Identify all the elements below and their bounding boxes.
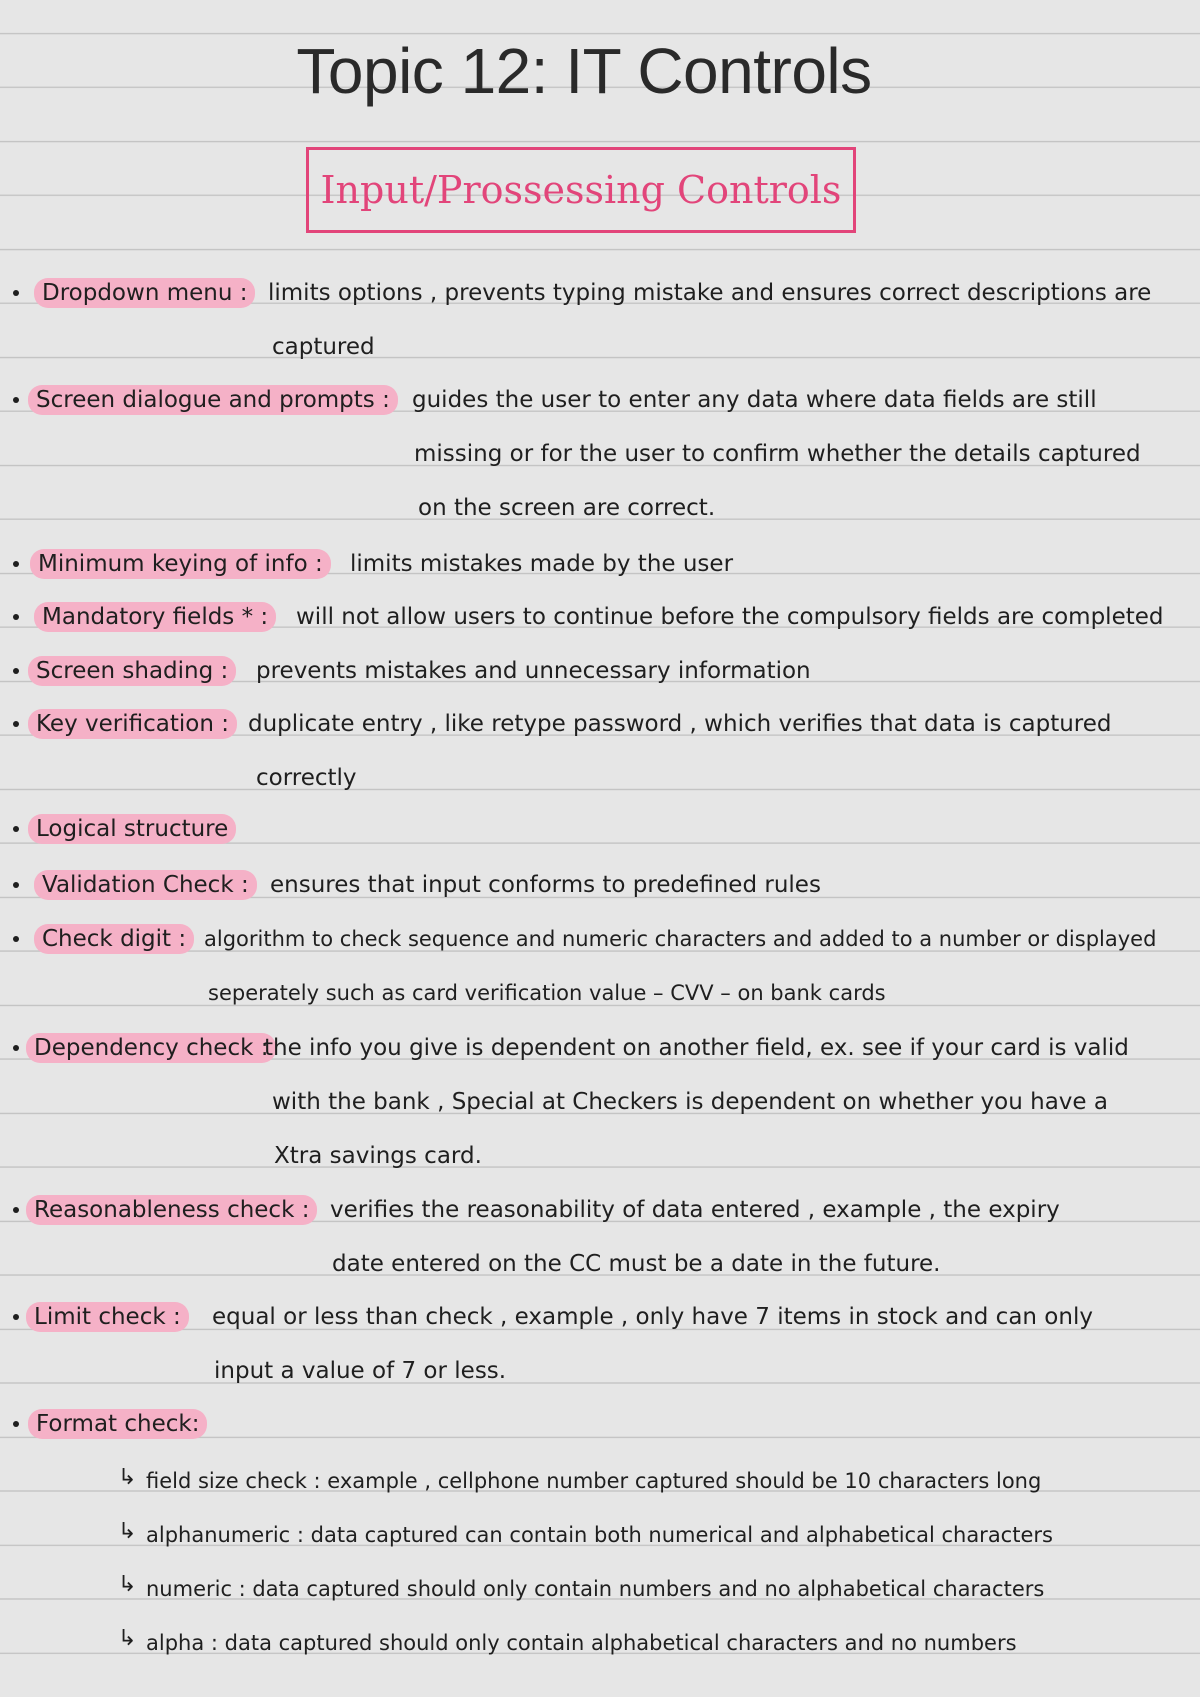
bullet-icon [13, 1045, 19, 1051]
desc-line: will not allow users to continue before the compulsory fields are completed [296, 604, 1164, 630]
desc-line: equal or less than check , example , only have 7 items in stock and can only [212, 1304, 1093, 1330]
bullet-icon [13, 936, 19, 942]
desc-line: duplicate entry , like retype password , which verifies that data is captured [248, 711, 1112, 737]
term-logical-structure: Logical structure [28, 814, 236, 844]
list-item-minimum-keying [0, 549, 1200, 581]
page-title: Topic 12: IT Controls [296, 35, 872, 107]
desc-line: algorithm to check sequence and numeric characters and added to a number or displayed [204, 927, 1157, 951]
corner-arrow-icon: ↳ [118, 1465, 137, 1490]
bullet-icon [13, 1207, 19, 1213]
desc-line: prevents mistakes and unnecessary information [256, 658, 811, 684]
bullet-icon [13, 561, 19, 567]
term-mandatory-fields: Mandatory fields * : [34, 602, 276, 632]
format-subitem: alpha : data captured should only contain alphabetical characters and no numbers [146, 1631, 1017, 1655]
list-item-logical-structure [0, 814, 1200, 846]
bullet-icon [13, 1421, 19, 1427]
corner-arrow-icon: ↳ [118, 1626, 137, 1651]
list-item-dropdown-menu [0, 278, 1200, 364]
desc-line: the info you give is dependent on another field, ex. see if your card is valid [264, 1035, 1129, 1061]
term-limit-check: Limit check : [26, 1302, 189, 1332]
term-dependency-check: Dependency check : [26, 1033, 276, 1063]
bullet-icon [13, 614, 19, 620]
term-validation-check: Validation Check : [34, 870, 257, 900]
list-item-validation-check [0, 870, 1200, 902]
section-heading-box [306, 147, 856, 233]
term-screen-shading: Screen shading : [28, 656, 236, 686]
corner-arrow-icon: ↳ [118, 1572, 137, 1597]
desc-line: ensures that input conforms to predefined rules [270, 872, 821, 898]
term-dropdown-menu: Dropdown menu : [34, 278, 255, 308]
list-item-key-verification [0, 709, 1200, 795]
desc-line: captured [272, 334, 375, 360]
bullet-icon [13, 1314, 19, 1320]
term-minimum-keying: Minimum keying of info : [30, 549, 331, 579]
corner-arrow-icon: ↳ [118, 1519, 137, 1544]
format-subitem: field size check : example , cellphone number captured should be 10 characters long [146, 1469, 1042, 1493]
list-item-mandatory-fields [0, 602, 1200, 634]
bullet-icon [13, 721, 19, 727]
section-heading: Input/Prossessing Controls [320, 168, 842, 212]
bullet-icon [13, 882, 19, 888]
list-item-dependency-check [0, 1033, 1200, 1173]
desc-line: Xtra savings card. [274, 1143, 482, 1169]
term-key-verification: Key verification : [28, 709, 237, 739]
desc-line: input a value of 7 or less. [214, 1358, 507, 1384]
desc-line: on the screen are correct. [418, 495, 716, 521]
desc-line: seperately such as card verification value – CVV – on bank cards [208, 981, 886, 1005]
bullet-icon [13, 290, 19, 296]
bullet-icon [13, 397, 19, 403]
list-item-limit-check [0, 1302, 1200, 1388]
desc-line: date entered on the CC must be a date in the future. [332, 1251, 941, 1277]
list-item-format-check [0, 1409, 1200, 1441]
term-format-check: Format check: [28, 1409, 207, 1439]
term-reasonableness-check: Reasonableness check : [26, 1195, 317, 1225]
term-screen-dialogue: Screen dialogue and prompts : [28, 385, 398, 415]
desc-line: limits options , prevents typing mistake and ensures correct descriptions are [268, 280, 1152, 306]
list-item-screen-shading [0, 656, 1200, 688]
desc-line: with the bank , Special at Checkers is dependent on whether you have a [272, 1089, 1108, 1115]
bullet-icon [13, 826, 19, 832]
desc-line: correctly [256, 765, 357, 791]
desc-line: limits mistakes made by the user [350, 551, 734, 577]
term-check-digit: Check digit : [34, 924, 194, 954]
bullet-icon [13, 668, 19, 674]
desc-line: guides the user to enter any data where data fields are still [412, 387, 1097, 413]
desc-line: verifies the reasonability of data entered , example , the expiry [330, 1197, 1060, 1223]
list-item-check-digit [0, 924, 1200, 1010]
format-subitem: alphanumeric : data captured can contain both numerical and alphabetical characters [146, 1523, 1053, 1547]
desc-line: missing or for the user to confirm whether the details captured [414, 441, 1141, 467]
list-item-screen-dialogue [0, 385, 1200, 525]
format-subitem: numeric : data captured should only contain numbers and no alphabetical characters [146, 1577, 1045, 1601]
list-item-reasonableness-check [0, 1195, 1200, 1281]
